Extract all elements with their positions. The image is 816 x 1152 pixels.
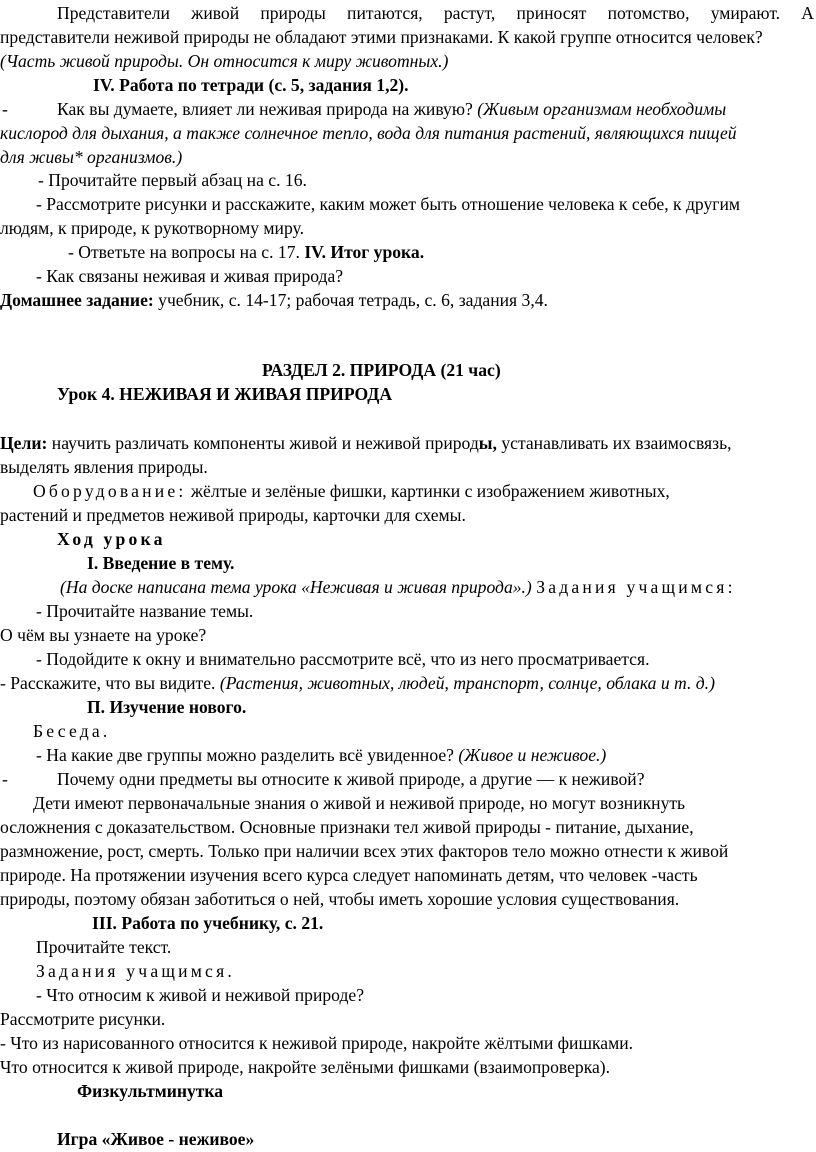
answer-italic: (Живым организмам необходимы [477,99,727,119]
equipment-line [33,479,670,504]
board-line [60,575,732,600]
paragraph-line: осложнения с доказательством. Основные признаки тел живой природы - питание, дыхание, [0,817,694,837]
homework-text: учебник, с. 14-17; рабочая тетрадь, с. 6, задания 3,4. [153,290,548,310]
instruction-line: Рассмотрите рисунки. [0,1009,166,1029]
question-line [57,97,726,122]
heading-workbook: IV. Работа по тетради (с. 5, задания 1,2). [93,75,409,95]
board-note: (На доске написана тема урока «Неживая и живая природа».) [60,577,532,597]
question-line: Что относится к живой природе, накройте зелёными фишками (взаимопроверка). [0,1057,611,1077]
question-line: - Рассмотрите рисунки и расскажите, каким может быть отношение человека к себе, к другим [36,194,741,214]
question-line: О чём вы узнаете на уроке? [0,625,207,645]
equipment-text: жёлтые и зелёные фишки, картинки с изображением животных, [186,481,670,501]
paragraph-line: Представители живой природы питаются, растут, приносят потомство, умирают. А [57,3,814,23]
homework-line [0,288,548,313]
question-line: - Как связаны неживая и живая природа? [36,266,344,286]
paragraph-line: природы, поэтому обязан заботиться о ней, чтобы иметь хорошие условия существования. [0,889,680,909]
answer-italic: (Живое и неживое.) [458,745,607,765]
question-text: Как вы думаете, влияет ли неживая природа на живую? [57,99,473,119]
question-line [0,671,715,696]
dash-marker: - [2,99,8,119]
equipment-line: растений и предметов неживой природы, карточки для схемы. [0,505,466,525]
question-line: Почему одни предметы вы относите к живой природе, а другие — к неживой? [57,769,645,789]
homework-label: Домашнее задание: [0,290,154,310]
question-line: - Что из нарисованного относится к неживой природе, накройте жёлтыми фишками. [0,1033,634,1053]
goals-text: ы, [478,433,497,453]
question-line: - Прочитайте название темы. [36,601,254,621]
answer-italic: (Растения, животных, людей, транспорт, солнце, облака и т. д.) [219,673,715,693]
heading-summary: IV. Итог урока. [304,242,425,262]
course-heading: Ход урока [57,529,166,549]
goals-label: Цели: [0,433,48,453]
paragraph-line: Дети имеют первоначальные знания о живой и неживой природе, но могут возникнуть [33,793,686,813]
equipment-label: Оборудование: [33,481,187,501]
heading-textbook: III. Работа по учебнику, с. 21. [92,913,324,933]
question-line: - Что относим к живой и неживой природе? [36,985,365,1005]
paragraph-line: людям, к природе, к рукотворному миру. [0,218,304,238]
answer-italic: кислород для дыхания, а также солнечное тепло, вода для питания растений, являющихся пищей [0,123,737,143]
paragraph-line: размножение, рост, смерть. Только при наличии всех этих факторов тело можно отнести к живой [0,841,729,861]
question-line: - Подойдите к окну и внимательно рассмотрите всё, что из него просматривается. [36,649,650,669]
heading-physminute: Физкультминутка [77,1081,224,1101]
question-line: - Прочитайте первый абзац на с. 16. [38,170,307,190]
dash-marker: - [2,769,8,789]
talk-label: Беседа. [33,721,111,741]
paragraph-line: природе. На протяжении изучения всего курса следует напоминать детям, что человек -часть [0,865,698,885]
lesson-title: Урок 4. НЕЖИВАЯ И ЖИВАЯ ПРИРОДА [57,384,393,404]
answer-italic: (Часть живой природы. Он относится к миру животных.) [0,51,449,71]
tasks-label: Задания учащимся. [36,961,235,981]
question-text: - Расскажите, что вы видите. [0,673,216,693]
question-text: - На какие две группы можно разделить всё увиденное? [36,745,454,765]
question-text: - Ответьте на вопросы на с. 17. [68,242,300,262]
heading-game: Игра «Живое - неживое» [57,1129,255,1149]
goals-text: устанавливать их взаимосвязь, [496,433,732,453]
answer-italic: для живы* организмов.) [0,147,183,167]
goals-text: научить различать компоненты живой и неживой природ [47,433,479,453]
heading-new-material: П. Изучение нового. [87,697,247,717]
tasks-colon: : [727,577,733,597]
goals-line [0,431,732,456]
paragraph-line: представители неживой природы не обладают этими признаками. К какой группе относится человек? [0,27,763,47]
goals-line: выделять явления природы. [0,457,208,477]
instruction-line: Прочитайте текст. [36,937,172,957]
question-line [68,240,424,265]
heading-intro: I. Введение в тему. [87,553,235,573]
question-line [36,743,606,768]
tasks-label: Задания учащимся [536,577,728,597]
section-title: РАЗДЕЛ 2. ПРИРОДА (21 час) [262,360,501,380]
